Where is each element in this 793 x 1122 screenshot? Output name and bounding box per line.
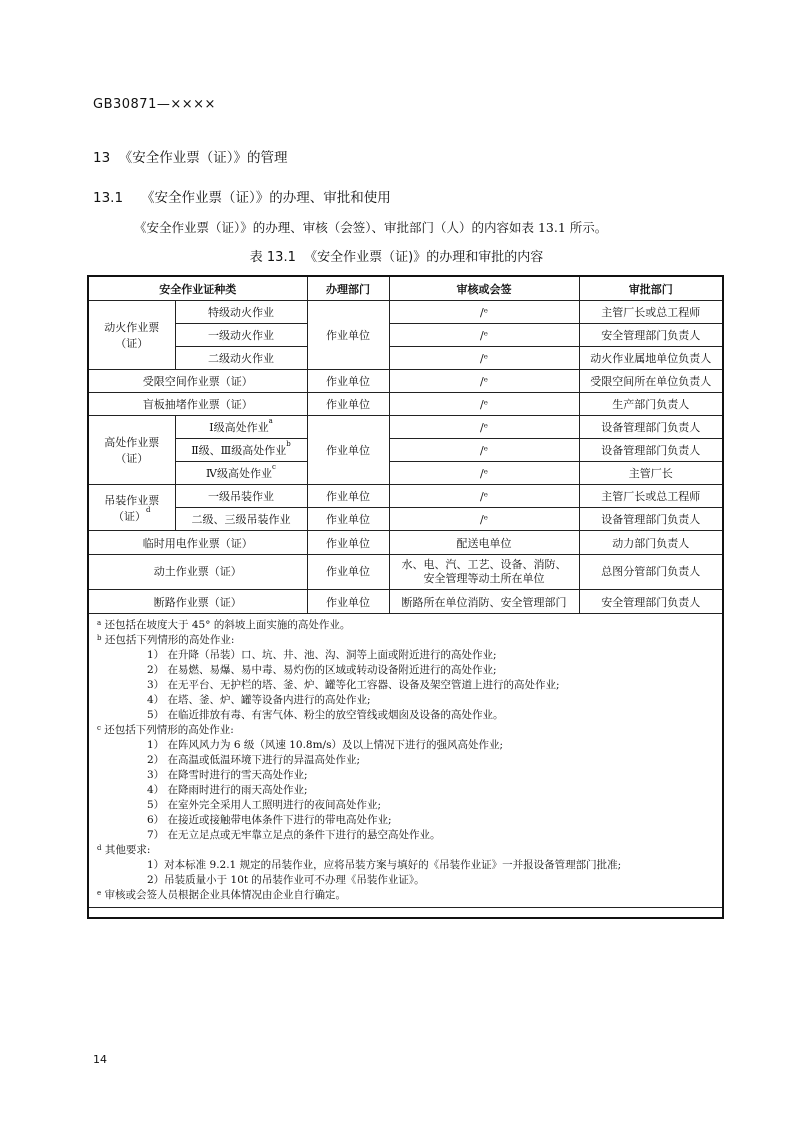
note-c: $^c$ 还包括下列情形的高处作业: <box>97 724 234 736</box>
fire-group-cell: 动火作业票（证） <box>89 301 175 370</box>
table-row <box>89 324 722 347</box>
review-cell: 断路所在单位消防、安全管理部门 <box>389 590 579 614</box>
height-sub-cell: Ⅰ级高处作业$^a$ <box>175 416 307 439</box>
table-row <box>89 508 722 531</box>
review-cell: /ᵉ <box>389 485 579 508</box>
note-b-item: 4） 在塔、釜、炉、罐等设备内进行的高处作业; <box>147 694 371 706</box>
note-c-item: 3） 在降雪时进行的雪天高处作业; <box>147 769 308 781</box>
dept-cell: 作业单位 <box>307 508 389 531</box>
approval-cell: 安全管理部门负责人 <box>579 590 722 614</box>
section-title: 《安全作业票（证）》的管理 <box>118 150 288 166</box>
approval-cell: 动力部门负责人 <box>579 531 722 555</box>
header-issuing-dept: 办理部门 <box>307 277 389 301</box>
table-row <box>89 590 722 614</box>
review-cell: /ᵉ <box>389 508 579 531</box>
review-cell: 水、电、汽、工艺、设备、消防、 安全管理等动土所在单位 <box>389 555 579 590</box>
approval-cell: 动火作业属地单位负责人 <box>579 347 722 370</box>
note-b: $^b$ 还包括下列情形的高处作业: <box>97 634 235 646</box>
fire-dept-cell: 作业单位 <box>307 301 389 370</box>
table-row <box>89 555 722 590</box>
lifting-sub-cell: 二级、三级吊装作业 <box>175 508 307 531</box>
permit-table <box>89 277 722 908</box>
header-approval: 审批部门 <box>579 277 722 301</box>
review-cell: /ᵉ <box>389 439 579 462</box>
note-c-item: 2） 在高温或低温环境下进行的异温高处作业; <box>147 754 361 766</box>
note-c-item: 5） 在室外完全采用人工照明进行的夜间高处作业; <box>147 799 382 811</box>
approval-cell: 受限空间所在单位负责人 <box>579 370 722 393</box>
height-dept-cell: 作业单位 <box>307 416 389 485</box>
height-sub-cell: Ⅱ级、Ⅲ级高处作业$^b$ <box>175 439 307 462</box>
subsection-title: 《安全作业票（证）》的办理、审批和使用 <box>141 190 391 206</box>
note-d-item: 2）吊装质量小于 10t 的吊装作业可不办理《吊装作业证》。 <box>147 874 425 886</box>
permit-name-cell: 动土作业票（证） <box>89 555 307 590</box>
table-caption-title: 《安全作业票（证)》的办理和审批的内容 <box>304 250 544 265</box>
subsection-number: 13.1 <box>93 190 124 206</box>
note-c-item: 4） 在降雨时进行的雨天高处作业; <box>147 784 308 796</box>
review-cell: /ᵉ <box>389 347 579 370</box>
table-row <box>89 301 722 324</box>
permit-table-frame <box>87 275 724 919</box>
section-number: 13 <box>93 150 111 166</box>
table-row <box>89 370 722 393</box>
approval-cell: 主管厂长 <box>579 462 722 485</box>
table-notes <box>89 614 722 908</box>
review-cell: /ᵉ <box>389 416 579 439</box>
note-c-item: 6） 在接近或接触带电体条件下进行的带电高处作业; <box>147 814 392 826</box>
subsection-heading <box>93 186 391 206</box>
page-number: 14 <box>93 1053 107 1066</box>
dept-cell: 作业单位 <box>307 485 389 508</box>
dept-cell: 作业单位 <box>307 370 389 393</box>
review-cell: /ᵉ <box>389 324 579 347</box>
note-d-item: 1）对本标准 9.2.1 规定的吊装作业，应将吊装方案与填好的《吊装作业证》一并报设备管理部门批准; <box>147 859 622 871</box>
table-row <box>89 393 722 416</box>
fire-sub-cell: 一级动火作业 <box>175 324 307 347</box>
approval-cell: 设备管理部门负责人 <box>579 416 722 439</box>
note-c-item: 7） 在无立足点或无牢靠立足点的条件下进行的悬空高处作业。 <box>147 829 441 841</box>
dept-cell: 作业单位 <box>307 590 389 614</box>
table-row <box>89 416 722 439</box>
review-cell: /ᵉ <box>389 370 579 393</box>
permit-name-cell: 盲板抽堵作业票（证） <box>89 393 307 416</box>
header-review: 审核或会签 <box>389 277 579 301</box>
note-d: $^d$ 其他要求: <box>97 844 151 856</box>
table-row <box>89 462 722 485</box>
dept-cell: 作业单位 <box>307 393 389 416</box>
review-cell: /ᵉ <box>389 462 579 485</box>
review-cell: /ᵉ <box>389 393 579 416</box>
review-cell: /ᵉ <box>389 301 579 324</box>
approval-cell: 生产部门负责人 <box>579 393 722 416</box>
approval-cell: 主管厂长或总工程师 <box>579 485 722 508</box>
note-e: $^e$ 审核或会签人员根据企业具体情况由企业自行确定。 <box>97 889 346 901</box>
table-notes-row <box>89 614 722 908</box>
note-a: $^a$ 还包括在坡度大于 45° 的斜坡上面实施的高处作业。 <box>97 619 351 631</box>
table-header-row <box>89 277 722 301</box>
lifting-group-cell: 吊装作业票（证）$^d$ <box>89 485 175 531</box>
note-b-item: 2） 在易燃、易爆、易中毒、易灼伤的区域或转动设备附近进行的高处作业; <box>147 664 497 676</box>
table-row <box>89 347 722 370</box>
dept-cell: 作业单位 <box>307 555 389 590</box>
approval-cell: 总图分管部门负责人 <box>579 555 722 590</box>
lifting-sub-cell: 一级吊装作业 <box>175 485 307 508</box>
approval-cell: 安全管理部门负责人 <box>579 324 722 347</box>
approval-cell: 设备管理部门负责人 <box>579 439 722 462</box>
standard-code: GB30871—×××× <box>93 97 216 112</box>
table-caption <box>0 246 793 265</box>
permit-name-cell: 受限空间作业票（证） <box>89 370 307 393</box>
height-group-cell: 高处作业票（证） <box>89 416 175 485</box>
note-b-item: 3） 在无平台、无护栏的塔、釜、炉、罐等化工容器、设备及架空管道上进行的高处作业; <box>147 679 560 691</box>
height-sub-cell: Ⅳ级高处作业$^c$ <box>175 462 307 485</box>
table-row <box>89 439 722 462</box>
intro-paragraph: 《安全作业票（证）》的办理、审核（会签）、审批部门（人）的内容如表 13.1 所示。 <box>134 220 608 235</box>
permit-name-cell: 断路作业票（证） <box>89 590 307 614</box>
approval-cell: 设备管理部门负责人 <box>579 508 722 531</box>
table-caption-number: 表 13.1 <box>249 250 296 265</box>
note-c-item: 1） 在阵风风力为 6 级（风速 10.8m/s）及以上情况下进行的强风高处作业; <box>147 739 504 751</box>
section-heading <box>93 146 288 166</box>
note-b-item: 1） 在升降（吊装）口、坑、井、池、沟、洞等上面或附近进行的高处作业; <box>147 649 497 661</box>
table-row <box>89 531 722 555</box>
dept-cell: 作业单位 <box>307 531 389 555</box>
header-permit-type: 安全作业证种类 <box>89 277 307 301</box>
approval-cell: 主管厂长或总工程师 <box>579 301 722 324</box>
note-b-item: 5） 在临近排放有毒、有害气体、粉尘的放空管线或烟囱及设备的高处作业。 <box>147 709 504 721</box>
permit-name-cell: 临时用电作业票（证） <box>89 531 307 555</box>
fire-sub-cell: 二级动火作业 <box>175 347 307 370</box>
review-cell: 配送电单位 <box>389 531 579 555</box>
fire-sub-cell: 特级动火作业 <box>175 301 307 324</box>
table-row <box>89 485 722 508</box>
